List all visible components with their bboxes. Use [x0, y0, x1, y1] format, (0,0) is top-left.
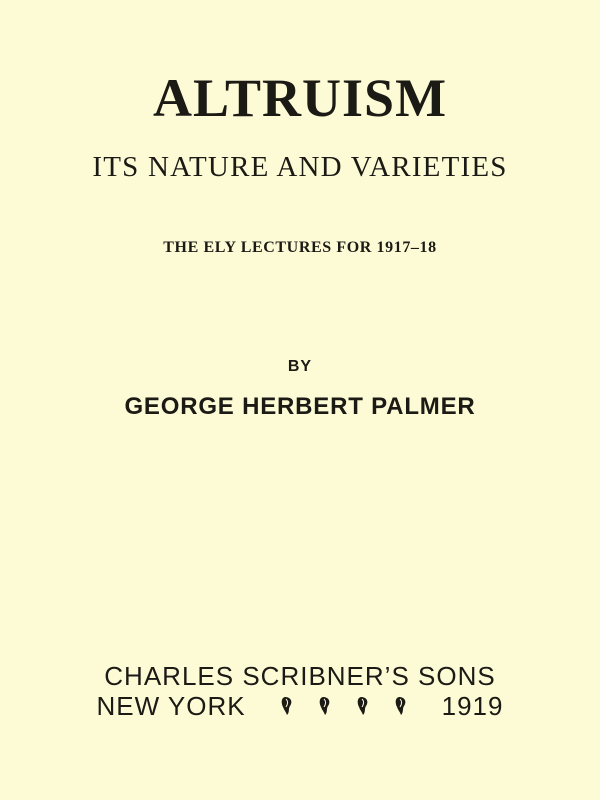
- publisher-city: NEW YORK: [96, 691, 246, 721]
- imprint-line: [0, 690, 600, 722]
- book-title: ALTRUISM: [152, 68, 448, 128]
- byline: BY: [287, 358, 313, 375]
- publication-year: 1919: [441, 691, 504, 721]
- lecture-series: THE ELY LECTURES FOR 1917–18: [163, 239, 437, 256]
- leaf-ornament-icon: [394, 695, 408, 717]
- author-name: GEORGE HERBERT PALMER: [124, 393, 476, 420]
- leaf-ornament-icon: [280, 695, 294, 717]
- publisher-name: CHARLES SCRIBNER’S SONS: [104, 661, 496, 691]
- leaf-ornament-icon: [318, 695, 332, 717]
- leaf-ornament-icon: [356, 695, 370, 717]
- book-subtitle: ITS NATURE AND VARIETIES: [92, 151, 508, 183]
